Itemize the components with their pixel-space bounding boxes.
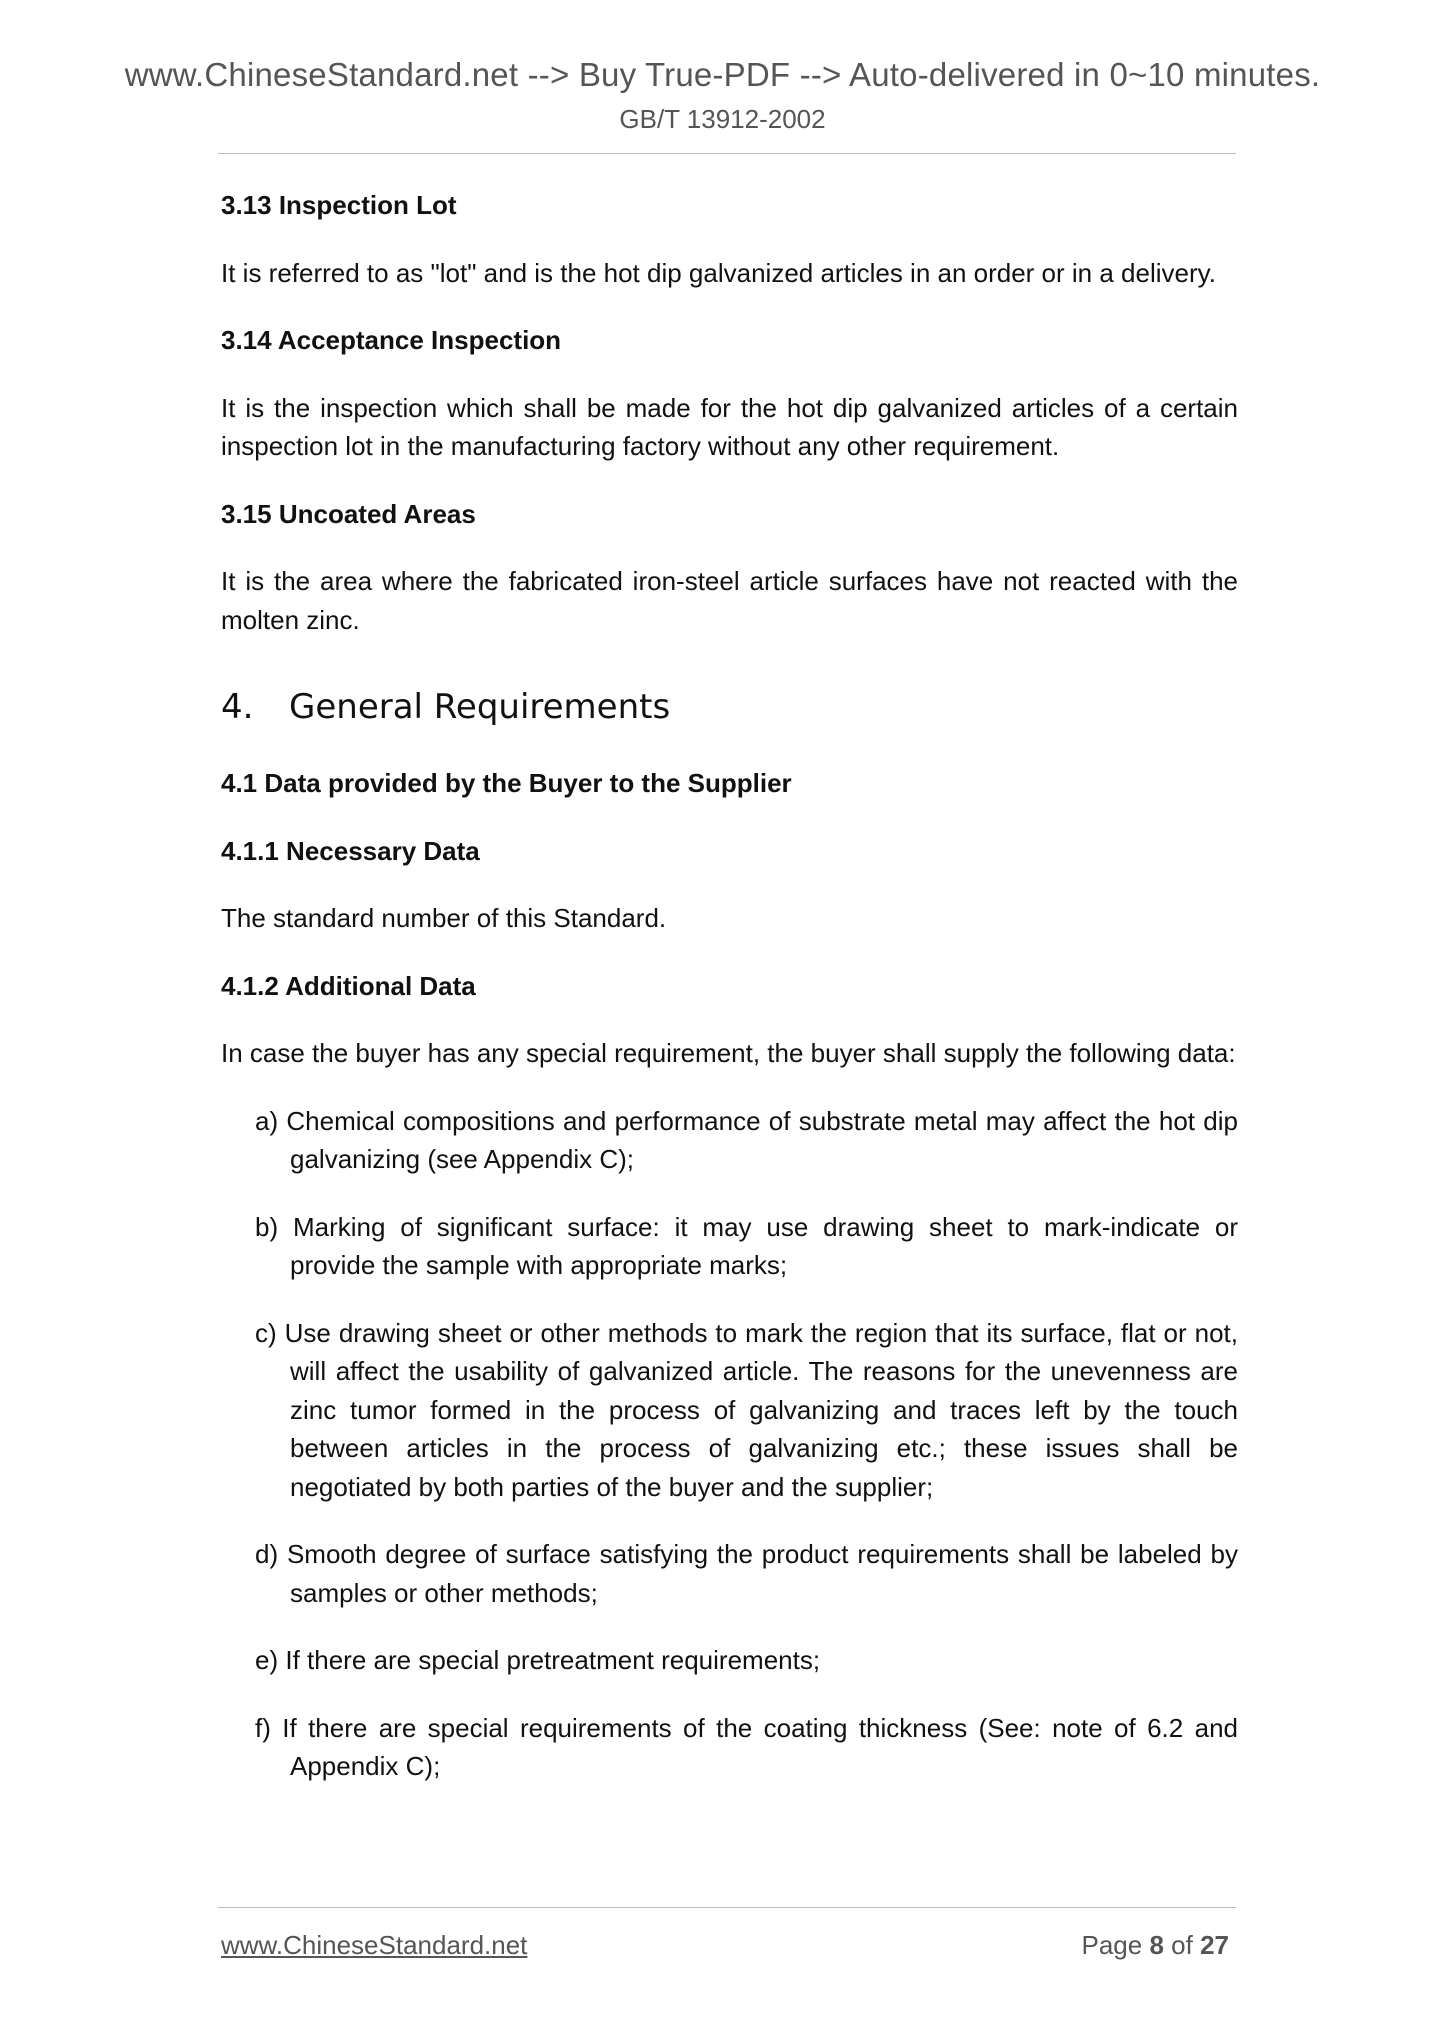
total-pages: 27 — [1200, 1930, 1229, 1960]
paragraph-3-13: It is referred to as "lot" and is the hot dip galvanized articles in an order or in a delivery. — [221, 257, 1216, 288]
heading-3-14: 3.14 Acceptance Inspection — [221, 325, 562, 355]
heading-3-13: 3.13 Inspection Lot — [221, 190, 457, 220]
list-item-e: e) If there are special pretreatment requirements; — [255, 1645, 821, 1675]
section-4-number: 4. — [221, 687, 254, 727]
document-body — [221, 186, 1238, 1786]
current-page: 8 — [1149, 1930, 1164, 1960]
footer-divider — [218, 1907, 1236, 1908]
standard-code: GB/T 13912-2002 — [619, 104, 826, 134]
heading-4-1-2: 4.1.2 Additional Data — [221, 970, 476, 1001]
section-4-label: General Requirements — [289, 687, 671, 727]
section-4-title — [221, 685, 1238, 729]
header-banner: www.ChineseStandard.net --> Buy True-PDF --> Auto-delivered in 0~10 minutes. — [124, 56, 1321, 93]
header-divider — [218, 153, 1236, 154]
heading-4-1-1: 4.1.1 Necessary Data — [221, 835, 480, 866]
footer-site-link[interactable]: www.ChineseStandard.net — [221, 1930, 528, 1960]
heading-3-15: 3.15 Uncoated Areas — [221, 498, 476, 529]
paragraph-3-15: It is the area where the fabricated iron-steel article surfaces have not reacted with the molten zinc. — [221, 566, 1238, 635]
additional-data-list — [221, 1102, 1238, 1786]
page-indicator: Page 8 of 27 — [1081, 1930, 1229, 1960]
heading-4-1: 4.1 Data provided by the Buyer to the Supplier — [221, 768, 792, 798]
paragraph-4-1-2: In case the buyer has any special requirement, the buyer shall supply the following data: — [221, 1038, 1236, 1068]
list-item-a: a) Chemical compositions and performance of substrate metal may affect the hot dip galvanizing (see Appendix C); — [255, 1105, 1238, 1174]
paragraph-3-14: It is the inspection which shall be made for the hot dip galvanized articles of a certain inspection lot in the manufacturing factory without any other requirement. — [221, 392, 1238, 461]
list-item-c: c) Use drawing sheet or other methods to mark the region that its surface, flat or not, will affect the usability of galvanized article. The reasons for the unevenness are zinc tumor formed in the process of galvanizing and traces left by the touch between articles in the process of galvanizing etc.; these issues shall be negotiated by both parties of the buyer and the supplier; — [255, 1317, 1238, 1502]
list-item-d: d) Smooth degree of surface satisfying the product requirements shall be labeled by samples or other methods; — [255, 1539, 1238, 1608]
paragraph-4-1-1: The standard number of this Standard. — [221, 903, 667, 933]
list-item-b: b) Marking of significant surface: it may use drawing sheet to mark-indicate or provide the sample with appropriate marks; — [255, 1211, 1238, 1280]
list-item-f: f) If there are special requirements of the coating thickness (See: note of 6.2 and Appendix C); — [255, 1712, 1238, 1781]
